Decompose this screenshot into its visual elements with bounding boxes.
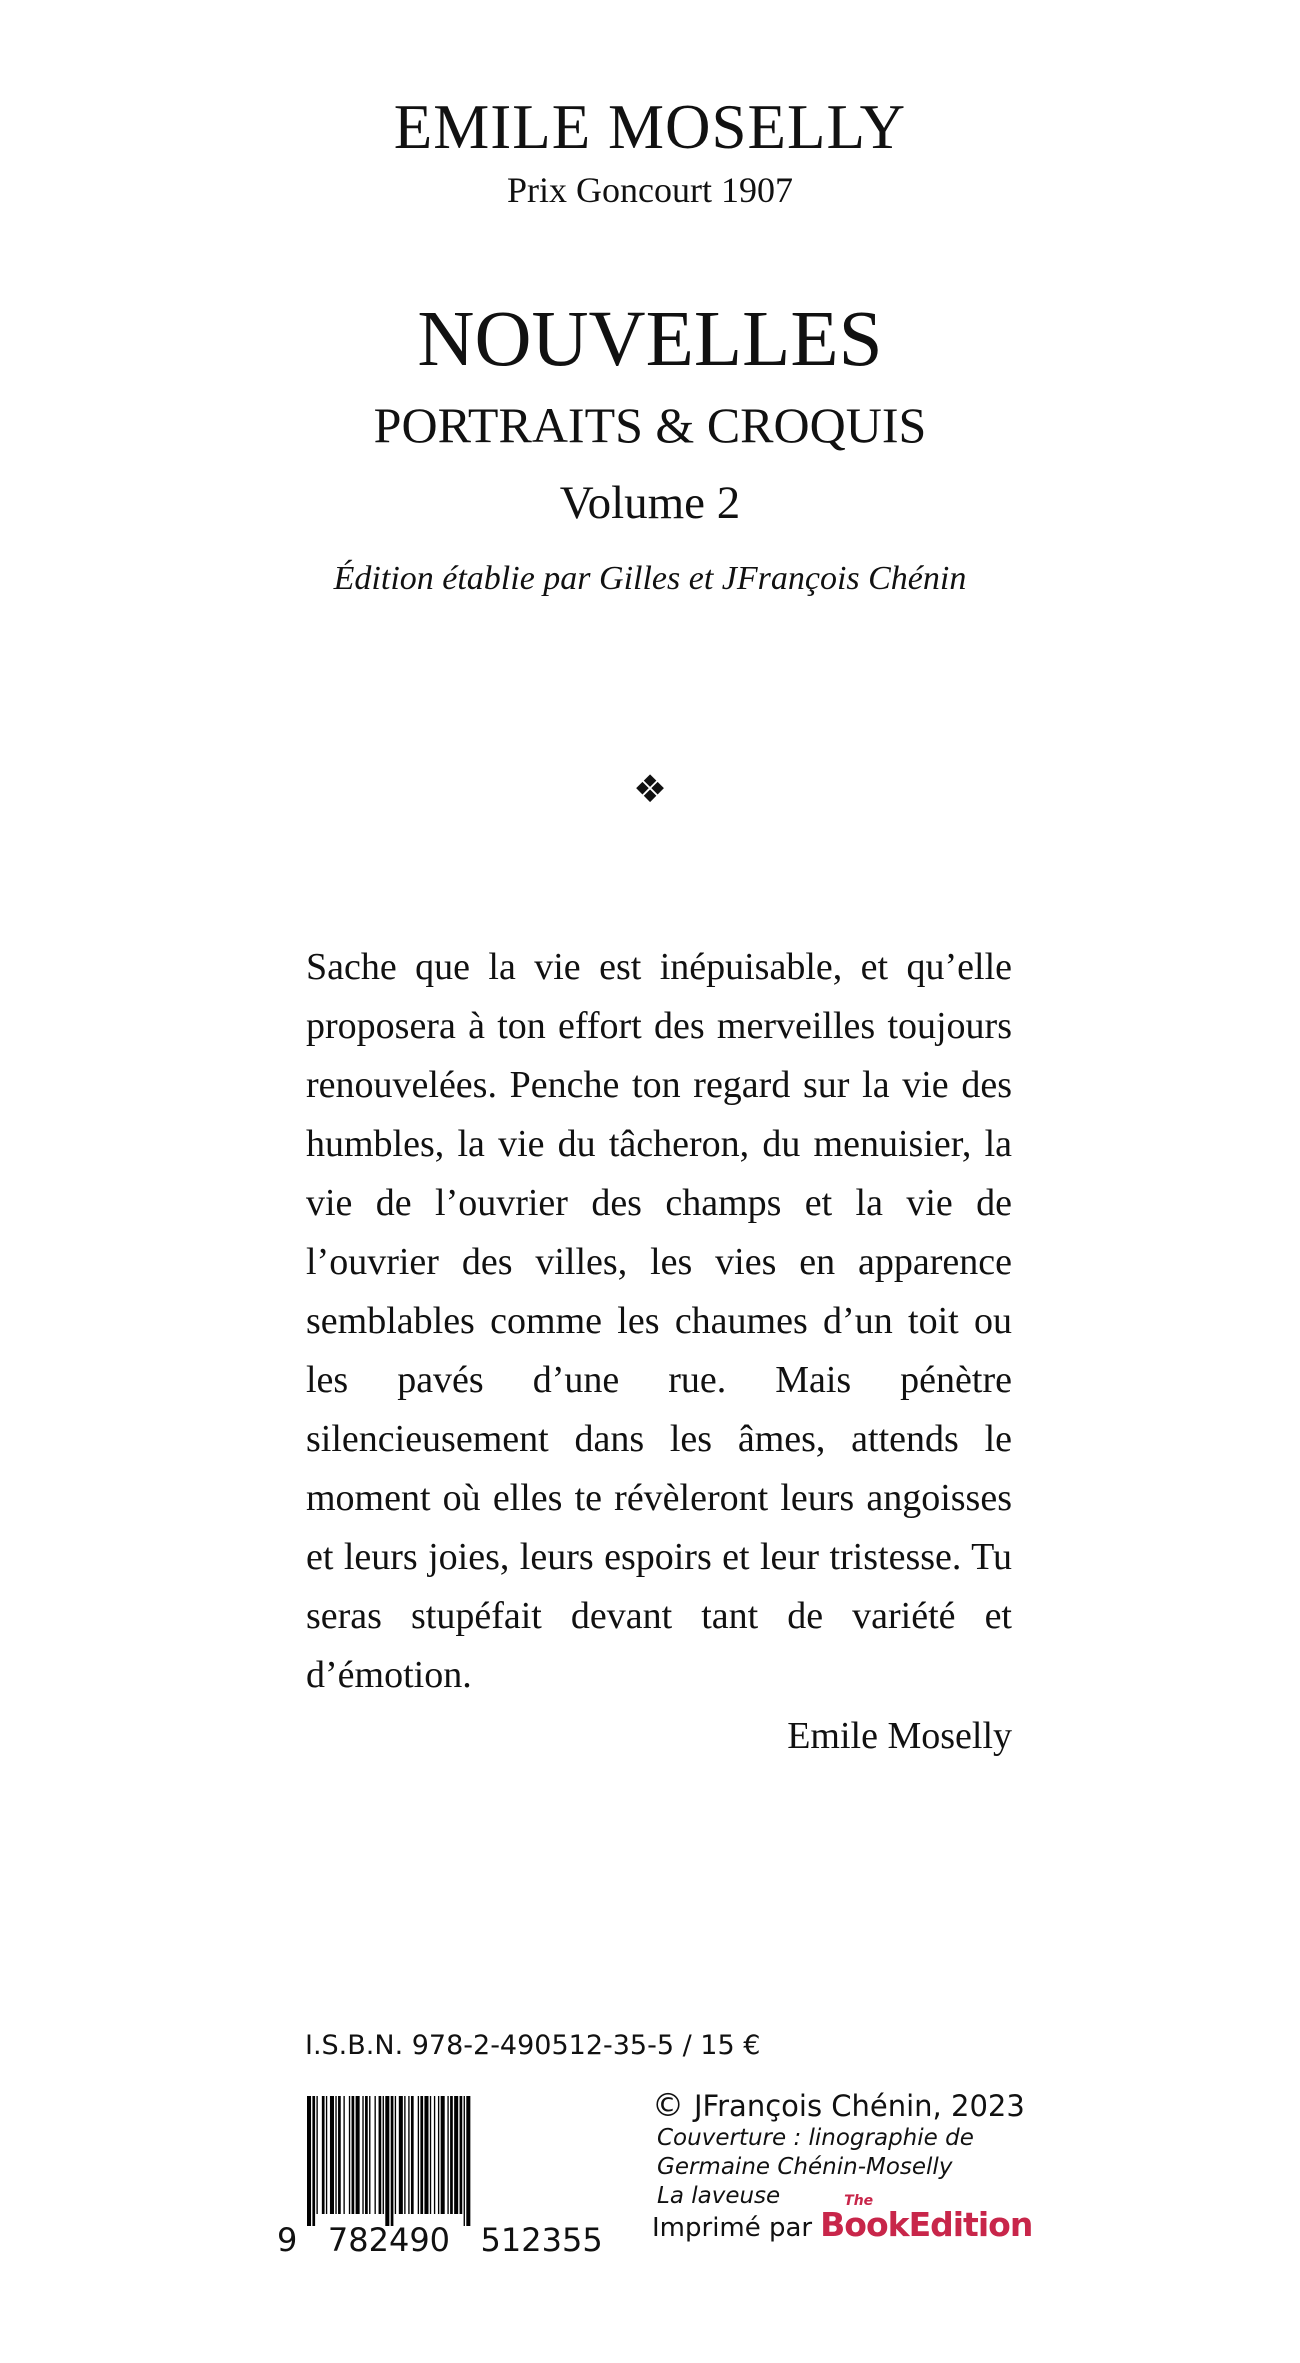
author-name: EMILE MOSELLY [393, 92, 907, 162]
barcode-bar [418, 2096, 419, 2214]
barcode-bar [450, 2096, 453, 2214]
printed-by-label: Imprimé par [652, 2213, 813, 2243]
cover-credit-line: Germaine Chénin-Moselly [657, 2154, 953, 2180]
barcode-bar [447, 2096, 448, 2214]
edition-credit: Édition établie par Gilles et JFrançois Chénin [333, 560, 967, 597]
barcode-bar [438, 2096, 439, 2214]
barcode-bar [391, 2096, 394, 2226]
printer-logo-text: BookEdition [820, 2205, 1033, 2244]
cover-credit [657, 2124, 974, 2211]
barcode-bar [395, 2096, 396, 2214]
barcode-bar [399, 2096, 403, 2214]
barcode-bar [326, 2096, 327, 2214]
barcode-bar [356, 2096, 360, 2214]
barcode-bars [277, 2096, 607, 2226]
barcode-bar [312, 2096, 315, 2226]
quote-author: Emile Moselly [787, 1715, 1012, 1757]
barcode-digits: 9 782490 512355 [277, 2221, 603, 2259]
printer-logo [820, 2193, 1033, 2244]
barcode-bar [375, 2096, 376, 2214]
book-subtitle: PORTRAITS & CROQUIS [373, 397, 927, 453]
barcode-bar [307, 2096, 311, 2226]
volume-label: Volume 2 [559, 477, 741, 529]
barcode-bar [454, 2096, 458, 2214]
cover-credit-line: Couverture : linographie de [657, 2125, 974, 2151]
book-title: NOUVELLES [417, 296, 883, 383]
barcode-bar [343, 2096, 344, 2214]
cover-credit-line: La laveuse [657, 2183, 781, 2209]
barcode-bar [404, 2096, 405, 2214]
barcode-bar [330, 2096, 334, 2214]
barcode-bar [379, 2096, 382, 2214]
printer-logo-small: The [844, 2193, 874, 2209]
barcode [277, 2096, 607, 2266]
barcode-bar [430, 2096, 431, 2214]
barcode-bar [424, 2096, 428, 2214]
barcode-bar [338, 2096, 341, 2214]
isbn-price: I.S.B.N. 978-2-490512-35-5 / 15 € [305, 2030, 761, 2061]
ornament-icon: ❖ [632, 767, 668, 811]
barcode-bar [369, 2096, 370, 2214]
barcode-bar [441, 2096, 445, 2214]
barcode-bar [434, 2096, 435, 2214]
barcode-bar [349, 2096, 350, 2214]
barcode-bar [408, 2096, 409, 2214]
copyright-text: JFrançois Chénin, 2023 [694, 2089, 1025, 2123]
barcode-bar [411, 2096, 414, 2214]
barcode-bar [362, 2096, 363, 2214]
barcode-bar [383, 2096, 384, 2214]
barcode-bar [365, 2096, 368, 2214]
quote-text: Sache que la vie est inépuisable, et qu’elle proposera à ton effort des merveilles toujours renouvelées. Penche ton regard sur la vie des humbles, la vie du tâcheron, du menuisier, la vie de l’ouvrier des champs et la vie de l’ouvrier des villes, les vies en apparence semblables comme les chaumes d’un toit ou les pavés d’une rue. Mais pénètre silencieusement dans les âmes, attends le moment où elles te révèleront leurs angoisses et leurs joies, leurs espoirs et leur tristesse. Tu seras stupéfait devant tant de variété et d’émotion. [306, 946, 1012, 1696]
copyright-line [652, 2086, 1025, 2124]
barcode-bar [316, 2096, 317, 2214]
prize-line: Prix Goncourt 1907 [507, 170, 793, 210]
barcode-bar [385, 2096, 389, 2226]
barcode-bar [466, 2096, 470, 2226]
barcode-bar [322, 2096, 325, 2214]
barcode-bar [335, 2096, 336, 2214]
copyright-icon: © [652, 2086, 684, 2124]
barcode-bar [460, 2096, 463, 2214]
barcode-bar [352, 2096, 355, 2214]
barcode-bar [420, 2096, 423, 2214]
barcode-bar [464, 2096, 465, 2226]
